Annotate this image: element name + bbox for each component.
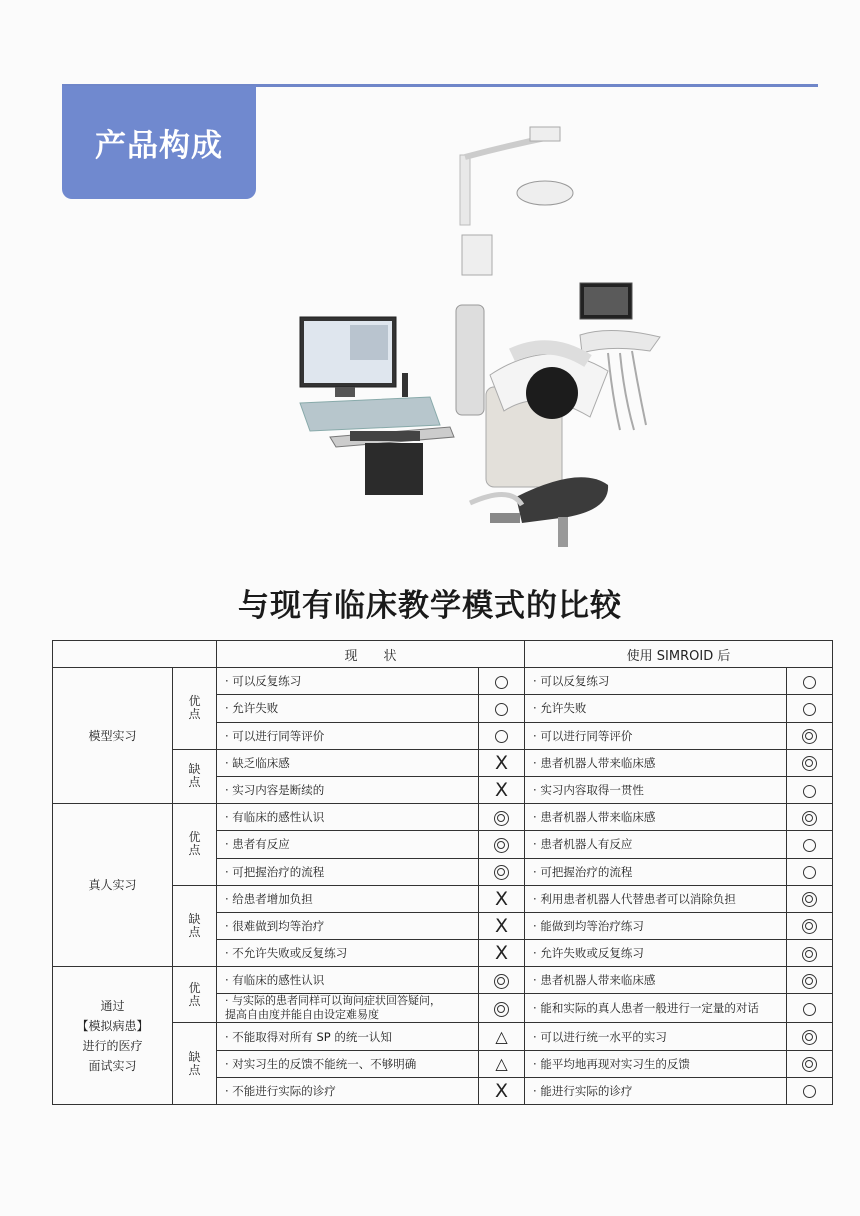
current-item: · 可把握治疗的流程 [217, 858, 479, 885]
after-item: · 能做到均等治疗练习 [525, 912, 787, 939]
after-item: · 可以进行统一水平的实习 [525, 1023, 787, 1050]
double-circle-mark [787, 1023, 833, 1050]
after-item: · 允许失败或反复练习 [525, 940, 787, 967]
double-circle-mark [787, 1050, 833, 1077]
after-item: · 可以进行同等评价 [525, 722, 787, 749]
x-mark: X [479, 940, 525, 967]
current-item: · 缺乏临床感 [217, 749, 479, 776]
circle-mark [787, 695, 833, 722]
circle-mark [787, 858, 833, 885]
current-item: · 不能取得对所有 SP 的统一认知 [217, 1023, 479, 1050]
current-item-line: 提高自由度并能自由设定难易度 [225, 1008, 379, 1022]
double-circle-mark [479, 967, 525, 994]
table-row [53, 804, 833, 831]
x-mark: X [479, 912, 525, 939]
double-circle-mark [479, 858, 525, 885]
after-item: · 患者机器人带来临床感 [525, 967, 787, 994]
dental-simulator-illustration [290, 125, 670, 555]
circle-mark [787, 1077, 833, 1104]
group-label-line: 通过 [100, 998, 125, 1013]
double-circle-mark [787, 722, 833, 749]
header-after-simroid: 使用 SIMROID 后 [525, 641, 833, 668]
x-mark: X [479, 749, 525, 776]
group-label: 模型实习 [53, 668, 173, 804]
current-item: · 给患者增加负担 [217, 885, 479, 912]
after-item: · 允许失败 [525, 695, 787, 722]
table-header-row [53, 641, 833, 668]
header-current: 现 状 [217, 641, 525, 668]
double-circle-mark [479, 994, 525, 1023]
double-circle-mark [787, 912, 833, 939]
double-circle-mark [787, 749, 833, 776]
disadvantages-label: 缺 点 [173, 749, 217, 803]
after-item: · 利用患者机器人代替患者可以消除负担 [525, 885, 787, 912]
after-item: · 患者机器人带来临床感 [525, 749, 787, 776]
triangle-mark: △ [479, 1050, 525, 1077]
circle-mark [479, 668, 525, 695]
disadvantages-label: 缺 点 [173, 885, 217, 967]
after-item: · 能进行实际的诊疗 [525, 1077, 787, 1104]
group-label: 真人实习 [53, 804, 173, 967]
header-empty-cell [53, 641, 217, 668]
x-mark: X [479, 776, 525, 803]
current-item: · 可以进行同等评价 [217, 722, 479, 749]
current-item: · 患者有反应 [217, 831, 479, 858]
after-item: · 可以反复练习 [525, 668, 787, 695]
current-item [217, 994, 479, 1023]
current-item: · 可以反复练习 [217, 668, 479, 695]
current-item: · 不允许失败或反复练习 [217, 940, 479, 967]
current-item-line: · 与实际的患者同样可以询问症状回答疑问， [225, 994, 441, 1008]
table-row [53, 668, 833, 695]
after-item: · 可把握治疗的流程 [525, 858, 787, 885]
table-row [53, 967, 833, 994]
group-label-line: 进行的医疗 [82, 1038, 143, 1053]
workstation-icon [300, 317, 454, 495]
triangle-mark: △ [479, 1023, 525, 1050]
after-item: · 患者机器人带来临床感 [525, 804, 787, 831]
comparison-table [52, 640, 833, 1105]
current-item: · 有临床的感性认识 [217, 967, 479, 994]
after-item: · 能和实际的真人患者一般进行一定量的对话 [525, 994, 787, 1023]
circle-mark [787, 776, 833, 803]
circle-mark [479, 722, 525, 749]
current-item: · 很难做到均等治疗 [217, 912, 479, 939]
comparison-title: 与现有临床教学模式的比较 [238, 588, 622, 624]
dental-chair-icon [456, 127, 660, 547]
after-item: · 患者机器人有反应 [525, 831, 787, 858]
advantages-label: 优 点 [173, 668, 217, 750]
advantages-label: 优 点 [173, 967, 217, 1023]
disadvantages-label: 缺 点 [173, 1023, 217, 1105]
current-item: · 有临床的感性认识 [217, 804, 479, 831]
x-mark: X [479, 885, 525, 912]
section-tab [62, 86, 256, 199]
double-circle-mark [787, 967, 833, 994]
after-item: · 能平均地再现对实习生的反馈 [525, 1050, 787, 1077]
advantages-label: 优 点 [173, 804, 217, 886]
double-circle-mark [787, 940, 833, 967]
circle-mark [787, 831, 833, 858]
double-circle-mark [479, 804, 525, 831]
section-title: 产品构成 [95, 128, 223, 164]
current-item: · 不能进行实际的诊疗 [217, 1077, 479, 1104]
current-item: · 允许失败 [217, 695, 479, 722]
group-label-line: 面试实习 [88, 1058, 137, 1073]
circle-mark [479, 695, 525, 722]
circle-mark [787, 668, 833, 695]
current-item: · 实习内容是断续的 [217, 776, 479, 803]
double-circle-mark [787, 804, 833, 831]
circle-mark [787, 994, 833, 1023]
double-circle-mark [787, 885, 833, 912]
after-item: · 实习内容取得一贯性 [525, 776, 787, 803]
group-label-line: 【模拟病患】 [76, 1018, 149, 1033]
double-circle-mark [479, 831, 525, 858]
group-label [53, 967, 173, 1105]
x-mark: X [479, 1077, 525, 1104]
current-item: · 对实习生的反馈不能统一、不够明确 [217, 1050, 479, 1077]
